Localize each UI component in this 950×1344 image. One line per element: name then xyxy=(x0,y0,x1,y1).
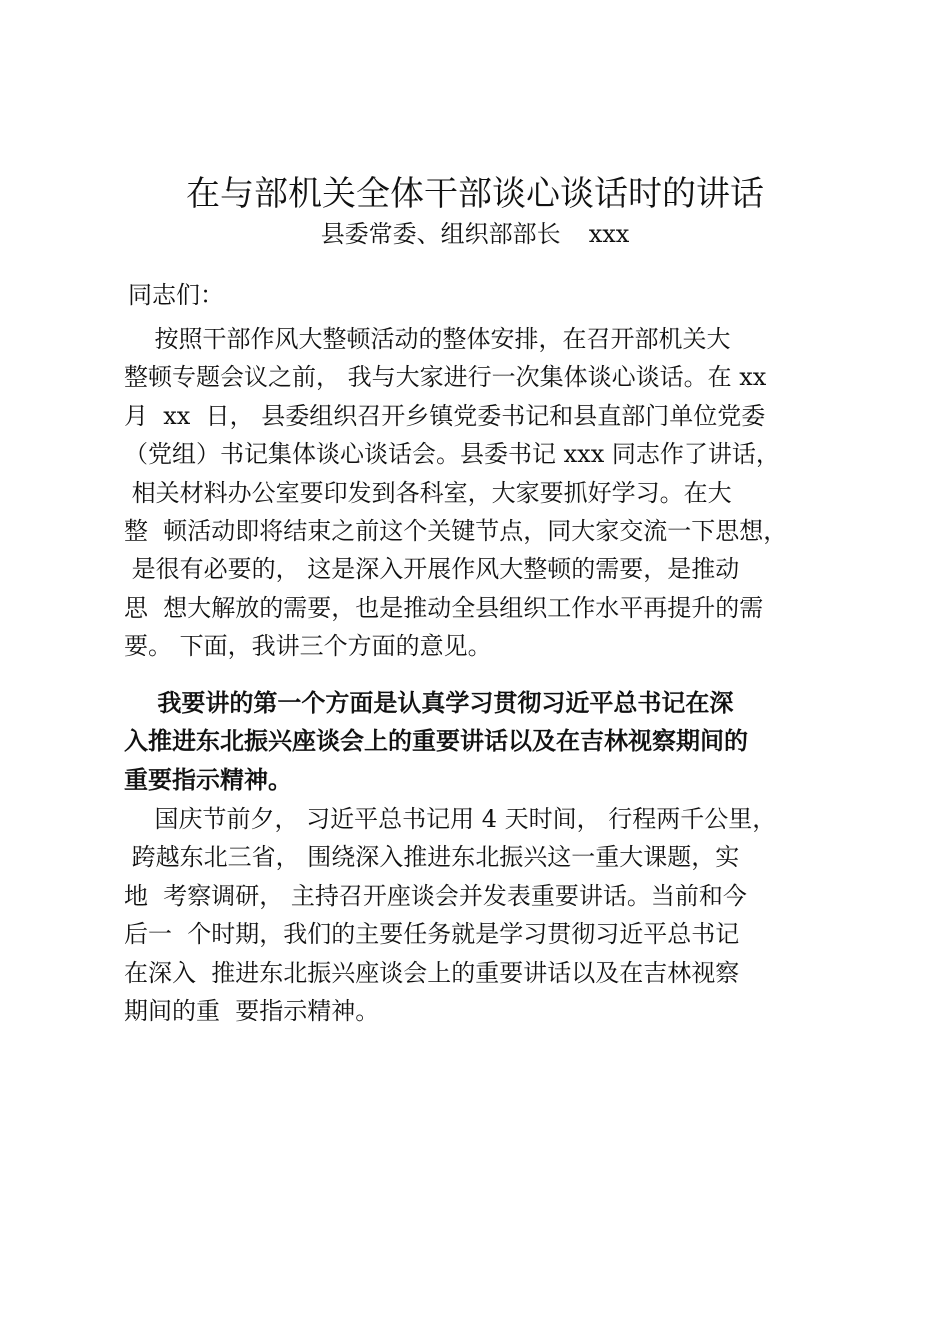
paragraph-line: 要。 下面，我讲三个方面的意见。 xyxy=(124,632,492,661)
paragraph-line: 思 想大解放的需要，也是推动全县组织工作水平再提升的需 xyxy=(124,593,764,622)
section-heading-first-point xyxy=(124,684,844,799)
paragraph-line: 后一 个时期，我们的主要任务就是学习贯彻习近平总书记 xyxy=(124,920,740,949)
greeting: 同志们： xyxy=(128,281,224,309)
paragraph-line: 国庆节前夕， 习近平总书记用 4 天时间， 行程两千公里， xyxy=(124,805,777,833)
paragraph-line: 按照干部作风大整顿活动的整体安排，在召开部机关大 xyxy=(124,325,731,353)
paragraph-line: 相关材料办公室要印发到各科室，大家要抓好学习。在大 xyxy=(124,478,732,507)
paragraph-line: 整顿专题会议之前， 我与大家进行一次集体谈心谈话。在 xx xyxy=(124,363,767,392)
paragraph-line: 整 顿活动即将结束之前这个关键节点，同大家交流一下思想， xyxy=(124,517,788,546)
paragraph-line: 期间的重 要指示精神。 xyxy=(124,997,380,1026)
paragraph-line: （党组）书记集体谈心谈话会。县委书记 xxx 同志作了讲话， xyxy=(124,440,780,469)
paragraph-line: 月 xx 日， 县委组织召开乡镇党委书记和县直部门单位党委 xyxy=(124,401,766,430)
paragraph-line: 地 考察调研， 主持召开座谈会并发表重要讲话。当前和今 xyxy=(124,881,747,910)
author-name: xxx xyxy=(588,220,630,248)
author-line xyxy=(0,217,950,251)
document-title: 在与部机关全体干部谈心谈话时的讲话 xyxy=(186,174,764,214)
paragraph-line: 跨越东北三省， 围绕深入推进东北振兴这一重大课题，实 xyxy=(124,843,740,872)
author-role: 县委常委、组织部部长 xyxy=(320,220,561,248)
heading-line: 入推进东北振兴座谈会上的重要讲话以及在吉林视察期间的 xyxy=(124,727,748,756)
heading-line: 我要讲的第一个方面是认真学习贯彻习近平总书记在深 xyxy=(124,689,734,717)
paragraph-line: 在深入 推进东北振兴座谈会上的重要讲话以及在吉林视察 xyxy=(124,958,740,987)
paragraph-intro xyxy=(124,320,844,666)
paragraph-national-day xyxy=(124,800,844,1030)
paragraph-line: 是很有必要的， 这是深入开展作风大整顿的需要，是推动 xyxy=(124,555,740,584)
heading-line: 重要指示精神。 xyxy=(124,765,292,794)
